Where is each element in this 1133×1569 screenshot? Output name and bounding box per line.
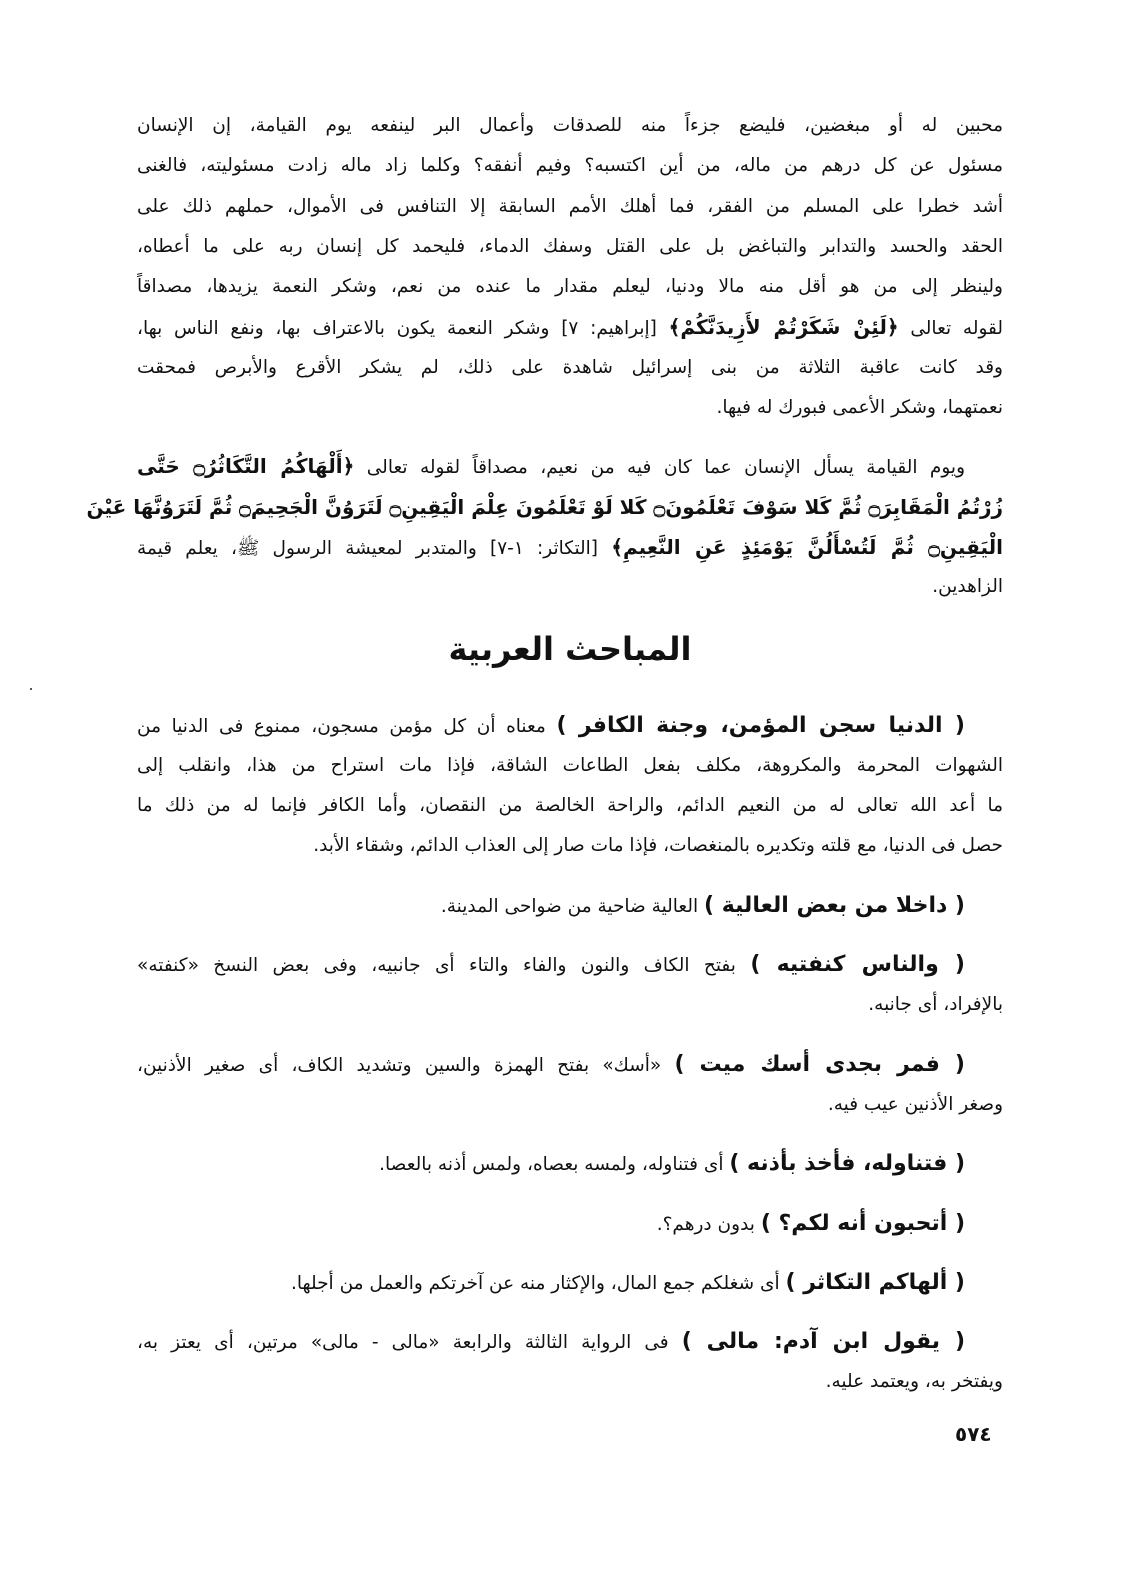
entry-explanation: فى الرواية الثالثة والرابعة «مالى - مالى» مرتين، أى يعتز به، [137,1332,682,1354]
text-segment: محبين له أو مبغضين، فليضع جزءاً منه للصدقات وأعمال البر لينفعه يوم القيامة، إن الإنسان [137,115,1003,136]
entry-explanation: العالية ضاحية من ضواحى المدينة. [440,895,705,917]
entry-term: ( يقول ابن آدم: مالى ) [681,1329,965,1355]
text-line [137,826,1003,866]
entry-explanation: الشهوات المحرمة والمكروهة، مكلف بفعل الطاعات الشاقة، فإذا مات استراح من هذا، وانقلب إلى [137,754,1003,776]
text-line [137,446,1003,486]
text-line [137,567,1003,607]
text-segment: نعمتهما، وشكر الأعمى فبورك له فيها. [716,397,1003,419]
text-segment: لقوله تعالى [898,318,1004,340]
glossary-entry [137,706,1003,867]
quran-verse: الْيَقِينِ۝ ثُمَّ لَتُسْأَلُنَّ يَوْمَئِذٍ عَنِ النَّعِيمِ﴾ [611,534,1004,559]
entry-term: ( ألهاكم التكاثر ) [785,1269,965,1295]
entry-term: ( أتحبون أنه لكم؟ ) [760,1210,965,1236]
text-line [137,267,1003,307]
entry-term: ( فتناوله، فأخذ بأذنه ) [729,1151,965,1177]
entry-explanation: ويفتخر به، ويعتمد عليه. [825,1371,1003,1393]
entry-term: ( فمر بجدى أسك ميت ) [674,1051,965,1077]
text-segment: أشد خطرا على المسلم من الفقر، فما أهلك الأمم السابقة إلا التنافس فى الأموال، حملهم ذلك على [137,195,1003,217]
entry-explanation: أى شغلكم جمع المال، والإكثار منه عن آخرتكم والعمل من أجلها. [290,1272,786,1294]
glossary-entry [137,1204,1003,1244]
text-segment: الزاهدين. [932,576,1003,598]
text-line [137,886,1003,926]
text-segment: ويوم القيامة يسأل الإنسان عما كان فيه من نعيم، مصداقاً لقوله تعالى [354,457,965,479]
text-line [137,307,1003,347]
quran-verse: ﴿أَلْهَاكُمُ التَّكَاثُرُ۝ حَتَّى [137,454,355,479]
text-segment: [التكاثر: ١-٧] والمتدبر لمعيشة الرسول ﷺ، يعلم قيمة [137,537,612,559]
text-line [137,1204,1003,1244]
glossary-entry [137,1263,1003,1303]
text-line [137,106,1003,146]
glossary-entry [137,886,1003,926]
glossary-entry [137,1144,1003,1184]
entry-explanation: وصغر الأذنين عيب فيه. [827,1093,1003,1115]
scan-speck [30,688,32,690]
section-heading: المباحث العربية [448,629,692,668]
text-line [137,786,1003,826]
glossary-entries [137,706,1003,1403]
entry-explanation: أى فتناوله، ولمسه بعصاه، ولمس أذنه بالعصا. [379,1154,730,1176]
text-line [137,1362,1003,1402]
text-line [137,1144,1003,1184]
text-segment: ولينظر إلى من هو أقل منه مالا ودنيا، ليعلم مقدار ما عنده من نعم، وشكر النعمة يزيدها، مصداقاً [137,276,1003,298]
glossary-entry [137,1322,1003,1403]
text-line [86,487,1003,527]
text-segment: [إبراهيم: ٧] وشكر النعمة يكون بالاعتراف بها، ونفع الناس بها، [137,318,669,340]
intro-paragraphs [86,106,1004,608]
text-line [137,146,1003,186]
text-line [137,227,1003,267]
entry-explanation: «أسك» بفتح الهمزة والسين وتشديد الكاف، أى صغير الأذنين، [137,1054,675,1076]
entry-explanation: بالإفراد، أى جانبه. [868,994,1003,1016]
text-line [137,945,1003,985]
text-line [137,348,1003,388]
text-segment: الحقد والحسد والتدابر والتباغض بل على القتل وسفك الدماء، فليحمد كل إنسان ربه على ما أعطاه، [137,235,1003,257]
entry-term: ( والناس كنفتيه ) [750,952,965,978]
glossary-entry [137,945,1003,1026]
text-segment: مسئول عن كل درهم من ماله، من أين اكتسبه؟ وفيم أنفقه؟ وكلما زاد ماله زادت مسئوليته، فالغنى [137,155,1003,177]
text-line [137,746,1003,786]
text-line [137,1085,1003,1125]
entry-explanation: معناه أن كل مؤمن مسجون، ممنوع فى الدنيا من [137,715,557,737]
entry-term: ( داخلا من بعض العالية ) [704,892,965,918]
entry-explanation: بدون درهم؟. [656,1213,761,1235]
text-line [137,985,1003,1025]
paragraph [86,446,1004,607]
text-line [137,527,1003,567]
entry-term: ( الدنيا سجن المؤمن، وجنة الكافر ) [556,712,965,738]
quran-verse: ﴿لَئِنْ شَكَرْتُمْ لأَزِيدَنَّكُمْ﴾ [668,315,899,340]
page-body [86,106,1004,1422]
text-line [137,187,1003,227]
quran-verse: زُرْتُمُ الْمَقَابِرَ۝ ثُمَّ كَلا سَوْفَ تَعْلَمُونَ۝ كَلا لَوْ تَعْلَمُونَ عِلْمَ الْيَقِينِ۝ لَتَرَوُنَّ الْجَحِيمَ۝ ثُمَّ لَتَرَوُنَّهَا عَيْنَ [86,494,1003,519]
entry-explanation: حصل فى الدنيا، مع قلته وتكديره بالمنغصات، فإذا مات صار إلى العذاب الدائم، وشقاء الأبد. [313,835,1003,857]
text-line [137,388,1003,428]
text-line [137,706,1003,746]
text-segment: وقد كانت عاقبة الثلاثة من بنى إسرائيل شاهدة على ذلك، لم يشكر الأقرع والأبرص فمحقت [137,356,1003,378]
text-line [137,1263,1003,1303]
entry-explanation: بفتح الكاف والنون والفاء والتاء أى جانبيه، وفى بعض النسخ «كنفته» [137,955,751,977]
glossary-entry [137,1045,1003,1126]
text-line [137,1322,1003,1362]
text-line [137,1045,1003,1085]
paragraph [137,106,1003,428]
entry-explanation: ما أعد الله تعالى له من النعيم الدائم، والراحة الخالصة من النقصان، وأما الكافر فإنما له من ذلك ما [137,795,1003,817]
page-number: ٥٧٤ [955,1422,992,1446]
